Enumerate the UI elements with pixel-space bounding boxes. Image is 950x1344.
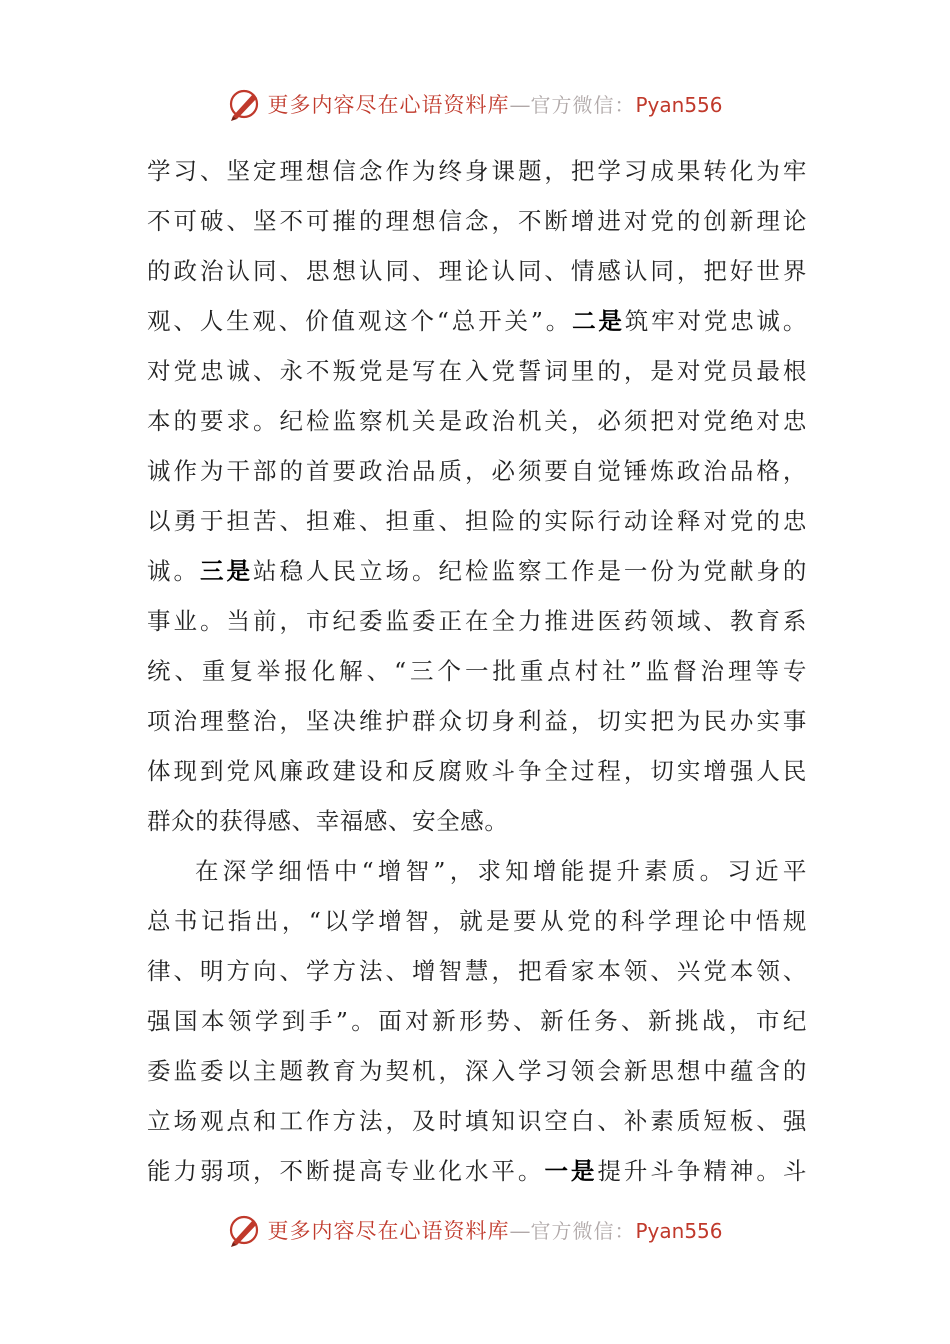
watermark-label: 官方微信：	[530, 1219, 636, 1243]
text-run: 在深学细悟中“增智”，求知增能提升素质。习近平	[195, 857, 807, 885]
document-body	[147, 146, 807, 1196]
watermark-main: 更多内容尽在心语资料库	[267, 1219, 510, 1243]
text-run: 学习、坚定理想信念作为终身课题，把学习成果转化为牢	[147, 157, 807, 185]
text-run: 能力弱项，不断提高专业化水平。	[147, 1157, 545, 1185]
body-line	[147, 1146, 807, 1196]
text-run: 的政治认同、思想认同、理论认同、情感认同，把好世界	[147, 257, 807, 285]
watermark-account: Pyan556	[635, 93, 723, 117]
body-line	[147, 646, 807, 696]
text-run: 体现到党风廉政建设和反腐败斗争全过程，切实增强人民	[147, 757, 807, 785]
body-line	[147, 196, 807, 246]
text-run: 委监委以主题教育为契机，深入学习领会新思想中蕴含的	[147, 1057, 807, 1085]
text-run: 以勇于担苦、担难、担重、担险的实际行动诠释对党的忠	[147, 507, 807, 535]
body-line	[147, 546, 807, 596]
body-line	[147, 296, 807, 346]
text-run: 对党忠诚、永不叛党是写在入党誓词里的，是对党员最根	[147, 357, 807, 385]
body-line	[147, 846, 807, 896]
text-run: 筑牢对党忠诚。	[624, 307, 808, 335]
text-run: 总书记指出，“以学增智，就是要从党的科学理论中悟规	[147, 907, 807, 935]
watermark-sep: —	[509, 1219, 531, 1243]
watermark-label: 官方微信：	[530, 93, 636, 117]
body-line	[147, 796, 807, 846]
text-run: 事业。当前，市纪委监委正在全力推进医药领域、教育系	[147, 607, 807, 635]
body-line	[147, 446, 807, 496]
body-line	[147, 1046, 807, 1096]
pen-logo-icon	[227, 1212, 263, 1248]
bold-lead: 二是	[572, 307, 625, 335]
watermark-banner-bottom	[0, 1210, 950, 1250]
body-line	[147, 496, 807, 546]
text-run: 诚作为干部的首要政治品质，必须要自觉锤炼政治品格，	[147, 457, 807, 485]
bold-lead: 三是	[200, 557, 253, 585]
body-line	[147, 946, 807, 996]
text-run: 观、人生观、价值观这个“总开关”。	[147, 307, 573, 335]
text-run: 诚。	[147, 557, 200, 585]
text-run: 立场观点和工作方法，及时填知识空白、补素质短板、强	[147, 1107, 807, 1135]
text-run: 项治理整治，坚决维护群众切身利益，切实把为民办实事	[147, 707, 807, 735]
bold-lead: 一是	[544, 1157, 598, 1185]
text-run: 统、重复举报化解、“三个一批重点村社”监督治理等专	[147, 657, 807, 685]
body-line	[147, 746, 807, 796]
text-run: 不可破、坚不可摧的理想信念，不断增进对党的创新理论	[147, 207, 807, 235]
body-line	[147, 696, 807, 746]
watermark-sep: —	[509, 93, 531, 117]
watermark-main: 更多内容尽在心语资料库	[267, 93, 510, 117]
body-line	[147, 396, 807, 446]
body-line	[147, 896, 807, 946]
text-run: 提升斗争精神。斗	[597, 1157, 808, 1185]
body-line	[147, 246, 807, 296]
text-run: 律、明方向、学方法、增智慧，把看家本领、兴党本领、	[147, 957, 807, 985]
body-line	[147, 346, 807, 396]
body-line	[147, 146, 807, 196]
body-line	[147, 1096, 807, 1146]
body-line	[147, 596, 807, 646]
text-run: 站稳人民立场。纪检监察工作是一份为党献身的	[253, 557, 808, 585]
text-run: 强国本领学到手”。面对新形势、新任务、新挑战，市纪	[147, 1007, 807, 1035]
text-run: 群众的获得感、幸福感、安全感。	[147, 807, 509, 835]
pen-logo-icon	[227, 86, 263, 122]
text-run: 本的要求。纪检监察机关是政治机关，必须把对党绝对忠	[147, 407, 807, 435]
watermark-banner-top	[0, 84, 950, 124]
watermark-account: Pyan556	[635, 1219, 723, 1243]
body-line	[147, 996, 807, 1046]
